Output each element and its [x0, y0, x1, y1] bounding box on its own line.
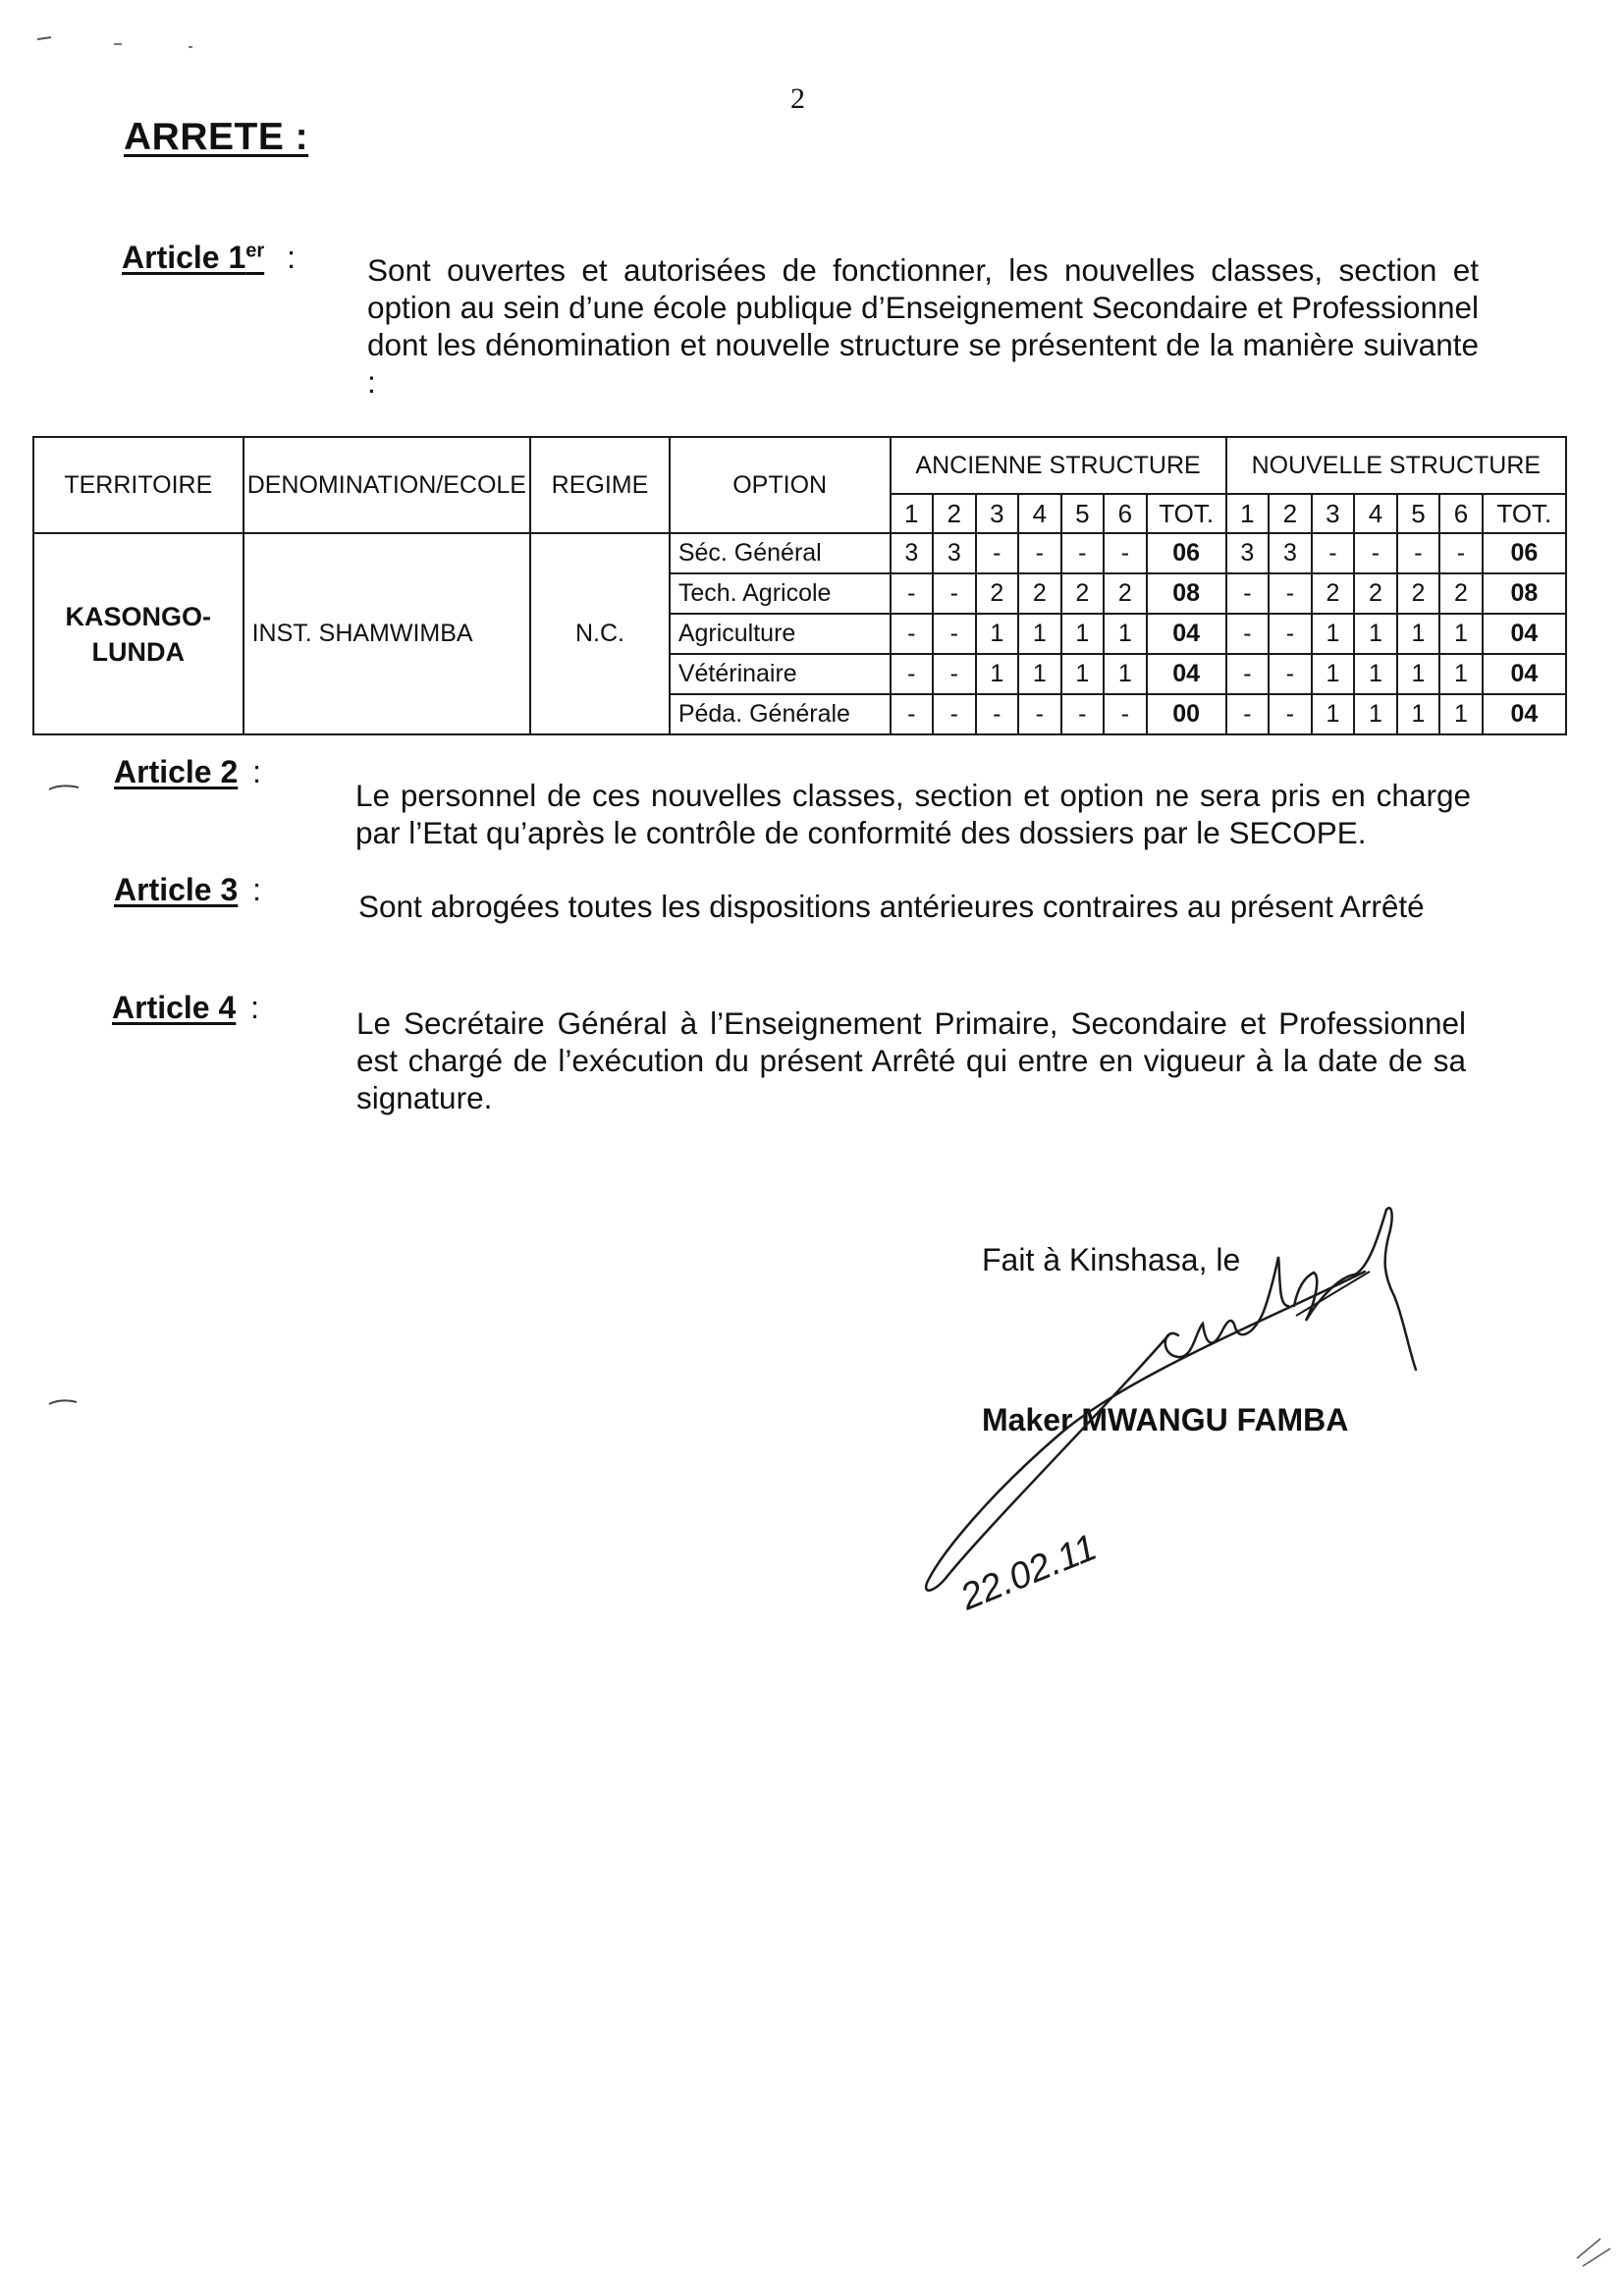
nouvelle-count-cell: 2 — [1397, 573, 1440, 614]
article-1-label: Article 1er : — [122, 240, 296, 275]
ancienne-count-cell: - — [933, 654, 976, 694]
nouvelle-count-cell: 1 — [1439, 654, 1483, 694]
ancienne-col-5: 5 — [1061, 494, 1105, 533]
article-3-text: Sont abrogées toutes les dispositions antérieures contraires au présent Arrêté — [358, 889, 1425, 924]
ancienne-count-cell: 1 — [1061, 654, 1105, 694]
ancienne-count-cell: 1 — [1104, 614, 1147, 654]
ancienne-count-cell: 3 — [891, 533, 934, 573]
nouvelle-total-cell: 04 — [1483, 694, 1566, 734]
header-territoire: TERRITOIRE — [33, 437, 244, 533]
ancienne-count-cell: - — [1018, 694, 1061, 734]
option-cell: Séc. Général — [670, 533, 891, 573]
ancienne-count-cell: - — [1018, 533, 1061, 573]
header-nouvelle-structure: NOUVELLE STRUCTURE — [1226, 437, 1566, 494]
nouvelle-col-5: 5 — [1397, 494, 1440, 533]
ancienne-col-4: 4 — [1018, 494, 1061, 533]
ancienne-count-cell: - — [891, 573, 934, 614]
nouvelle-count-cell: - — [1269, 654, 1312, 694]
nouvelle-count-cell: 3 — [1226, 533, 1270, 573]
ancienne-count-cell: 3 — [933, 533, 976, 573]
ancienne-count-cell: 1 — [976, 654, 1019, 694]
nouvelle-count-cell: 1 — [1439, 614, 1483, 654]
ancienne-count-cell: - — [976, 533, 1019, 573]
ancienne-count-cell: 1 — [1104, 654, 1147, 694]
nouvelle-count-cell: - — [1226, 573, 1270, 614]
article-1-text: Sont ouvertes et autorisées de fonctionner, les nouvelles classes, section et option au sein d’une école publique d’Enseignement Secondaire et Professionnel dont les dénomination et nouvelle structure se présentent de la manière suivante : — [367, 252, 1479, 400]
nouvelle-count-cell: - — [1226, 654, 1270, 694]
nouvelle-total-cell: 08 — [1483, 573, 1566, 614]
nouvelle-count-cell: 1 — [1397, 614, 1440, 654]
ancienne-count-cell: - — [1061, 533, 1105, 573]
article-2-text: Le personnel de ces nouvelles classes, section et option ne sera pris en charge par l’Etat qu’après le contrôle de conformité des dossiers par le SECOPE. — [355, 778, 1471, 850]
nouvelle-col-6: 6 — [1439, 494, 1483, 533]
ancienne-col-1: 1 — [891, 494, 934, 533]
option-cell: Péda. Générale — [670, 694, 891, 734]
ancienne-count-cell: 2 — [1061, 573, 1105, 614]
nouvelle-count-cell: - — [1397, 533, 1440, 573]
ecole-cell: INST. SHAMWIMBA — [244, 533, 531, 734]
ancienne-total-cell: 04 — [1147, 654, 1226, 694]
ancienne-col-2: 2 — [933, 494, 976, 533]
svg-text:22.02.11: 22.02.11 — [954, 1527, 1103, 1619]
nouvelle-count-cell: 3 — [1269, 533, 1312, 573]
nouvelle-col-4: 4 — [1354, 494, 1397, 533]
ancienne-count-cell: - — [976, 694, 1019, 734]
nouvelle-count-cell: 1 — [1397, 654, 1440, 694]
ancienne-count-cell: - — [891, 614, 934, 654]
ancienne-count-cell: 2 — [1018, 573, 1061, 614]
nouvelle-count-cell: 1 — [1397, 694, 1440, 734]
nouvelle-col-2: 2 — [1269, 494, 1312, 533]
nouvelle-count-cell: 1 — [1354, 694, 1397, 734]
nouvelle-count-cell: 1 — [1354, 614, 1397, 654]
ancienne-count-cell: - — [891, 694, 934, 734]
territoire-cell: KASONGO- LUNDA — [33, 533, 244, 734]
article-2-label: Article 2 : — [114, 754, 262, 789]
nouvelle-total-cell: 04 — [1483, 614, 1566, 654]
page-number: 2 — [790, 82, 805, 115]
nouvelle-count-cell: - — [1269, 614, 1312, 654]
ancienne-count-cell: - — [933, 573, 976, 614]
nouvelle-count-cell: - — [1312, 533, 1355, 573]
nouvelle-count-cell: - — [1269, 573, 1312, 614]
ancienne-count-cell: - — [1104, 533, 1147, 573]
nouvelle-total-cell: 06 — [1483, 533, 1566, 573]
header-denomination: DENOMINATION/ECOLE — [244, 437, 531, 533]
nouvelle-count-cell: 2 — [1439, 573, 1483, 614]
ancienne-count-cell: 1 — [976, 614, 1019, 654]
ancienne-count-cell: 1 — [1018, 654, 1061, 694]
nouvelle-count-cell: 1 — [1439, 694, 1483, 734]
ancienne-count-cell: - — [1104, 694, 1147, 734]
signatory-name: Maker MWANGU FAMBA — [982, 1402, 1349, 1437]
nouvelle-count-cell: 1 — [1312, 694, 1355, 734]
header-ancienne-structure: ANCIENNE STRUCTURE — [891, 437, 1226, 494]
nouvelle-count-cell: 1 — [1312, 654, 1355, 694]
ancienne-count-cell: - — [1061, 694, 1105, 734]
ancienne-count-cell: 2 — [1104, 573, 1147, 614]
ancienne-total-cell: 00 — [1147, 694, 1226, 734]
nouvelle-col-1: 1 — [1226, 494, 1270, 533]
nouvelle-col-3: 3 — [1312, 494, 1355, 533]
nouvelle-count-cell: - — [1226, 614, 1270, 654]
nouvelle-count-cell: 1 — [1354, 654, 1397, 694]
option-cell: Tech. Agricole — [670, 573, 891, 614]
ancienne-col-6: 6 — [1104, 494, 1147, 533]
ancienne-count-cell: 2 — [976, 573, 1019, 614]
nouvelle-col-tot: TOT. — [1483, 494, 1566, 533]
signature-place-date: Fait à Kinshasa, le — [982, 1242, 1241, 1277]
article-4-text: Le Secrétaire Général à l’Enseignement Primaire, Secondaire et Professionnel est chargé de l’exécution du présent Arrêté qui entre en vigueur à la date de sa signature. — [356, 1005, 1466, 1115]
ancienne-count-cell: 1 — [1018, 614, 1061, 654]
nouvelle-total-cell: 04 — [1483, 654, 1566, 694]
ancienne-count-cell: - — [933, 694, 976, 734]
option-cell: Vétérinaire — [670, 654, 891, 694]
header-regime: REGIME — [530, 437, 670, 533]
option-cell: Agriculture — [670, 614, 891, 654]
ancienne-count-cell: - — [891, 654, 934, 694]
article-4-label: Article 4 : — [112, 990, 260, 1025]
ancienne-count-cell: 1 — [1061, 614, 1105, 654]
nouvelle-count-cell: - — [1226, 694, 1270, 734]
nouvelle-count-cell: 2 — [1312, 573, 1355, 614]
ancienne-col-3: 3 — [976, 494, 1019, 533]
ancienne-total-cell: 08 — [1147, 573, 1226, 614]
nouvelle-count-cell: - — [1269, 694, 1312, 734]
nouvelle-count-cell: 1 — [1312, 614, 1355, 654]
article-3-label: Article 3 : — [114, 872, 262, 907]
nouvelle-count-cell: - — [1439, 533, 1483, 573]
ancienne-count-cell: - — [933, 614, 976, 654]
decree-heading: ARRETE : — [124, 116, 309, 158]
ancienne-total-cell: 06 — [1147, 533, 1226, 573]
ancienne-col-tot: TOT. — [1147, 494, 1226, 533]
ancienne-total-cell: 04 — [1147, 614, 1226, 654]
nouvelle-count-cell: - — [1354, 533, 1397, 573]
header-option: OPTION — [670, 437, 891, 533]
regime-cell: N.C. — [530, 533, 670, 734]
nouvelle-count-cell: 2 — [1354, 573, 1397, 614]
